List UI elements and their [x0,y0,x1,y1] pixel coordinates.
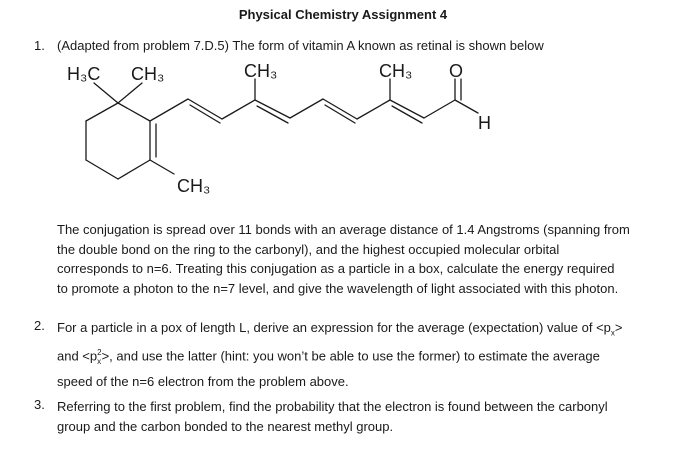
problem-3-body [57,397,657,436]
superscript-2: 2 [97,348,102,358]
gem-methyl-bond-right [118,83,142,103]
problem-1-body-line: to promote a photon to the n=7 level, and give the wavelength of light associated with this photon. [57,280,619,296]
ring-bond [118,160,150,179]
problem-2-line-1-after: > [614,320,623,335]
problem-3-body-line: Referring to the first problem, find the probability that the electron is found between the carbonyl [57,399,608,414]
h3c-label: H₃C [67,64,101,84]
gem-methyl-bond-left [94,83,118,103]
problem-2-line-2-text: >, and use the latter (hint: you won’t be able to use the former) to estimate the average [101,348,600,364]
problem-2-line-2 [57,343,657,371]
problem-1-intro: (Adapted from problem 7.D.5) The form of vitamin A known as retinal is shown below [57,38,544,53]
ring-methyl-bond [150,160,174,174]
subscript-x: x [610,328,615,338]
subscript-x: x [97,357,102,367]
problem-3-body-line: group and the carbon bonded to the nearest methyl group. [57,418,394,434]
chain-double-bond [390,100,424,118]
ch3-right-label: CH₃ [379,61,413,81]
problem-2-line-3: speed of the n=6 electron from the problem above. [57,373,349,389]
chain-double-bond [255,100,290,118]
chain-bond [150,99,188,121]
problem-1-body-line: the double bond on the ring to the carbonyl), and the highest occupied molecular orbital [57,241,560,257]
ring-bond [86,103,118,121]
ch3-mid-label: CH₃ [244,61,278,81]
problem-1-body-line: The conjugation is spread over 11 bonds with an average distance of 1.4 Angstroms (spanning from [57,222,630,237]
chain-double-bond-inner [190,105,220,123]
chain-double-bond [323,99,357,119]
problem-1-body [57,220,657,298]
ch3-ring-label: CH₃ [177,176,211,196]
ring-bond [86,160,118,179]
problem-2-number: 2. [34,318,45,333]
ring-bond [118,103,150,121]
problem-1-body-line: corresponds to n=6. Treating this conjugation as a particle in a box, calculate the energy required [57,261,615,276]
chain-bond [424,100,455,118]
aldehyde-h-bond [455,100,478,113]
chain-bond [290,99,323,118]
chain-bond [357,100,390,119]
retinal-structure [0,0,686,200]
problem-2-line-1 [57,318,657,343]
chain-double-bond [188,99,222,119]
ch3-gem-label: CH₃ [131,64,165,84]
problem-3-number: 3. [34,397,45,412]
page-title: Physical Chemistry Assignment 4 [238,7,448,22]
chain-double-bond-inner [325,105,355,123]
problem-2-line-2-pre: and <p [57,348,98,364]
oxygen-label: O [449,61,464,81]
problem-2-body [57,318,657,391]
problem-2-line-1-text: For a particle in a pox of length L, derive an expression for the average (expectation) value of <p [57,320,611,335]
problem-1-number: 1. [34,38,45,53]
hydrogen-label: H [478,113,491,133]
chain-bond [222,100,255,119]
